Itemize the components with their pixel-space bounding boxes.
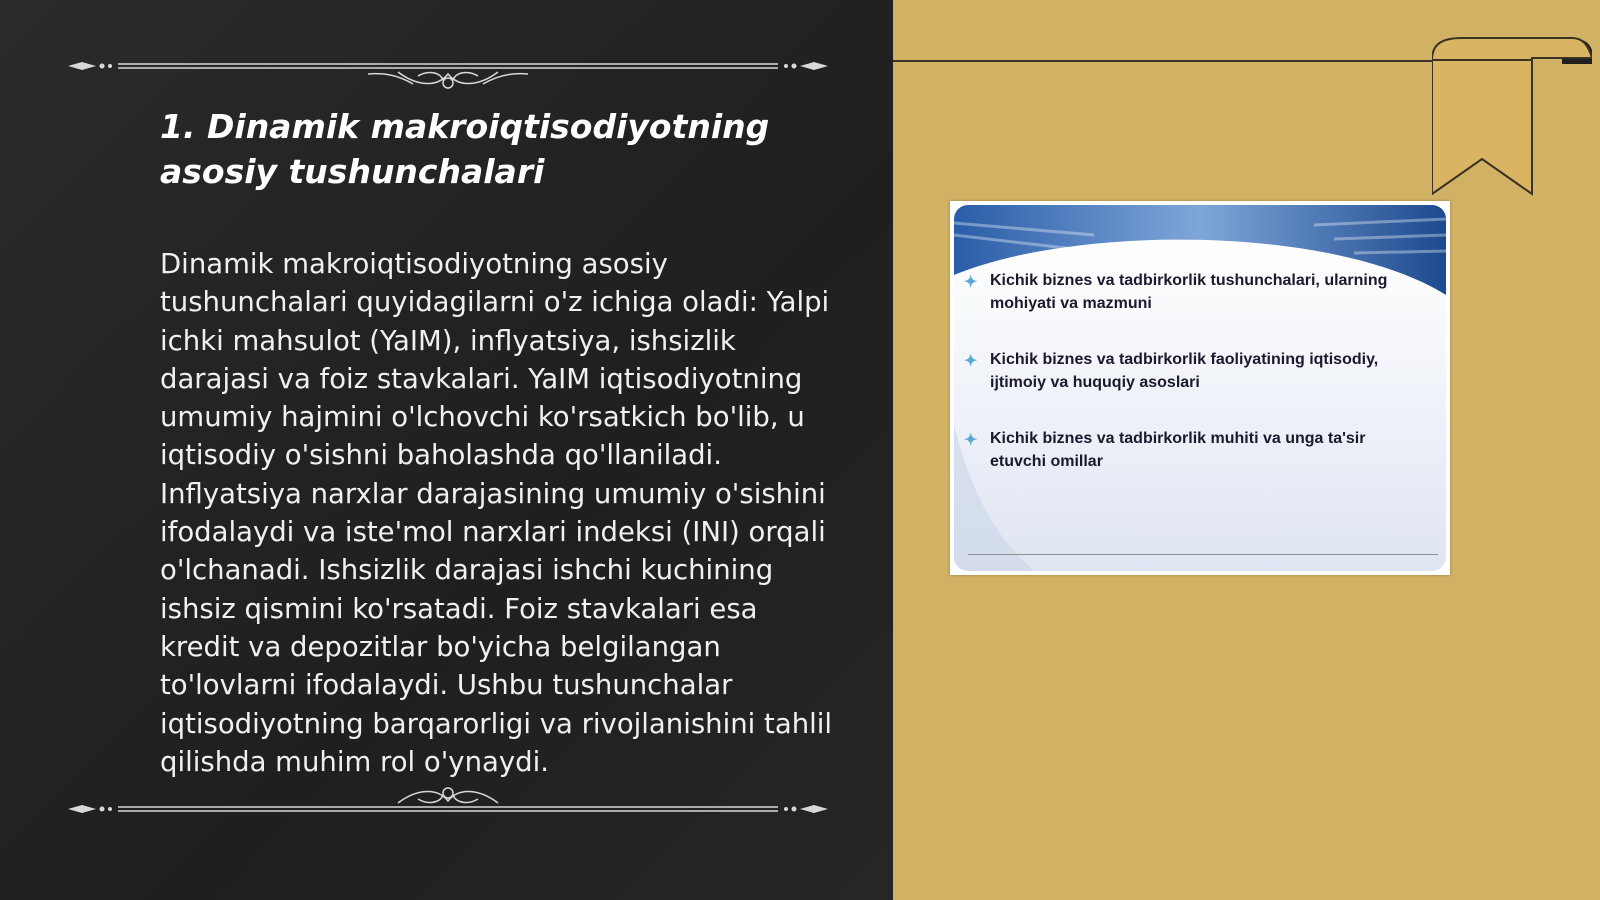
list-item <box>964 348 1424 394</box>
bottom-ornament-icon <box>68 785 828 835</box>
thumbnail-canvas <box>954 205 1446 571</box>
list-item <box>964 269 1424 315</box>
list-item-text: Kichik biznes va tadbirkorlik faoliyatining iqtisodiy, ijtimoiy va huquqiy asoslari <box>990 351 1379 391</box>
bookmark-ribbon-icon <box>1432 34 1592 204</box>
list-item <box>964 427 1424 473</box>
diamond-bullet-icon: ✦ <box>964 353 978 370</box>
top-ornament-icon <box>68 42 828 92</box>
slide-title: 1. Dinamik makroiqtisodiyotning asosiy tushunchalari <box>160 107 770 191</box>
slide-thumbnail <box>950 201 1450 575</box>
diamond-bullet-icon: ✦ <box>964 432 978 449</box>
slide-body-text: Dinamik makroiqtisodiyotning asosiy tushunchalari quyidagilarni o'z ichiga oladi: Yalpi ichki mahsulot (YaIM), inflyatsiya, ishsizlik darajasi va foiz stavkalari. YaIM iqtisodiyotning umumiy hajmini o'lchovchi ko'rsatkich bo'lib, u iqtisodiy o'sishni baholashda qo'llaniladi. Inflyatsiya narxlar darajasining umumiy o'sishini ifodalaydi va iste'mol narxlari indeksi (INI) orqali o'lchanadi. Ishsizlik darajasi ishchi kuchining ishsiz qismini ko'rsatadi. Foiz stavkalari esa kredit va depozitlar bo'yicha belgilangan to'lovlarni ifodalaydi. Ushbu tushunchalar iqtisodiyotning barqarorligi va rivojlanishini tahlil qilishda muhim rol o'ynaydi. <box>160 248 833 778</box>
list-item-text: Kichik biznes va tadbirkorlik tushunchalari, ularning mohiyati va mazmuni <box>990 272 1388 312</box>
diamond-bullet-icon: ✦ <box>964 274 978 291</box>
header-divider-line <box>893 60 1438 62</box>
thumbnail-footer-line <box>968 554 1438 555</box>
thumbnail-bullet-list <box>964 269 1424 506</box>
list-item-text: Kichik biznes va tadbirkorlik muhiti va unga ta'sir etuvchi omillar <box>990 430 1366 470</box>
